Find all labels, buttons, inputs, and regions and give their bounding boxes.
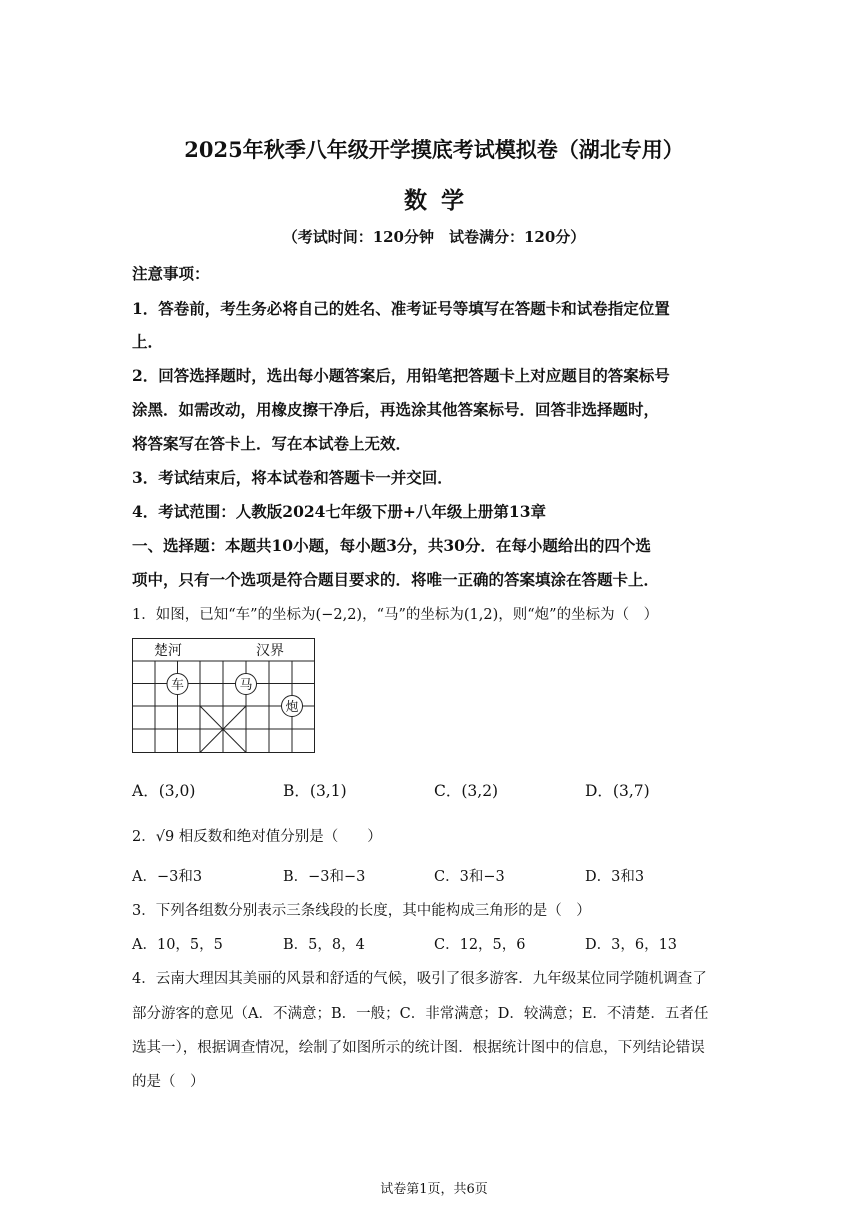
river-label-left: 楚河: [154, 643, 182, 659]
question-4-stem: 的是（ ）: [132, 1074, 205, 1090]
question-3-option-d[interactable]: D．3，6，13: [585, 937, 678, 953]
section-heading: 项中，只有一个选项是符合题目要求的．将唯一正确的答案填涂在答题卡上．: [132, 570, 660, 589]
question-3-option-b[interactable]: B．5，8，4: [283, 937, 365, 953]
notes-line: 将答案写在答卡上．写在本试卷上无效．: [132, 434, 412, 453]
chess-piece-che: [167, 674, 188, 695]
page-footer: 试卷第1页，共6页: [380, 1182, 488, 1197]
question-1-option-c[interactable]: C．(3,2): [434, 782, 499, 800]
question-1-option-d[interactable]: D．(3,7): [585, 782, 650, 800]
question-3-stem: 3．下列各组数分别表示三条线段的长度，其中能构成三角形的是（ ）: [132, 903, 591, 919]
exam-info: （考试时间：120分钟 试卷满分：120分）: [282, 228, 586, 246]
question-1-option-a[interactable]: A．(3,0): [132, 782, 196, 800]
chess-piece-pao: [282, 696, 303, 717]
chess-piece-ma-label: 马: [239, 678, 253, 693]
notes-heading: 注意事项：: [132, 264, 210, 283]
river-label-right: 汉界: [256, 643, 284, 659]
question-3-option-a[interactable]: A．10，5，5: [132, 937, 223, 953]
question-2-stem: 2．√9 相反数和绝对值分别是（ ）: [132, 829, 382, 845]
notes-line: 涂黑．如需改动，用橡皮擦干净后，再选涂其他答案标号．回答非选择题时，: [132, 400, 660, 419]
notes-line: 2．回答选择题时，选出每小题答案后，用铅笔把答题卡上对应题目的答案标号: [132, 366, 670, 385]
chess-piece-che-label: 车: [170, 678, 185, 693]
question-2-option-a[interactable]: A．−3和3: [132, 869, 203, 885]
question-4-stem: 选其一），根据调查情况，绘制了如图所示的统计图．根据统计图中的信息，下列结论错误: [132, 1040, 705, 1056]
chess-piece-pao-label: 炮: [285, 700, 299, 715]
section-heading: 一、选择题：本题共10小题，每小题3分，共30分．在每小题给出的四个选: [132, 536, 651, 555]
question-1-option-b[interactable]: B．(3,1): [283, 782, 347, 800]
question-3-option-c[interactable]: C．12，5，6: [434, 937, 526, 953]
question-4-stem: 4．云南大理因其美丽的风景和舒适的气候，吸引了很多游客．九年级某位同学随机调查了: [132, 971, 707, 987]
subject-title: 数学: [404, 187, 478, 214]
notes-line: 4．考试范围：人教版2024七年级下册+八年级上册第13章: [132, 502, 546, 521]
page-title: 2025年秋季八年级开学摸底考试模拟卷（湖北专用）: [184, 137, 684, 162]
question-4-stem: 部分游客的意见（A．不满意；B．一般；C．非常满意；D．较满意；E．不清楚．五者任: [132, 1006, 709, 1022]
notes-line: 上．: [132, 332, 164, 351]
question-1-stem: 1．如图，已知“车”的坐标为(−2,2)，“马”的坐标为(1,2)，则“炮”的坐标为（ ）: [132, 607, 659, 623]
chess-board-figure: [132, 638, 316, 756]
notes-line: 3．考试结束后，将本试卷和答题卡一并交回．: [132, 468, 453, 487]
question-2-option-d[interactable]: D．3和3: [585, 869, 645, 885]
question-2-option-c[interactable]: C．3和−3: [434, 869, 505, 885]
notes-line: 1．答卷前，考生务必将自己的姓名、准考证号等填写在答题卡和试卷指定位置: [132, 299, 670, 318]
chess-piece-ma: [236, 674, 257, 695]
question-2-option-b[interactable]: B．−3和−3: [283, 869, 366, 885]
